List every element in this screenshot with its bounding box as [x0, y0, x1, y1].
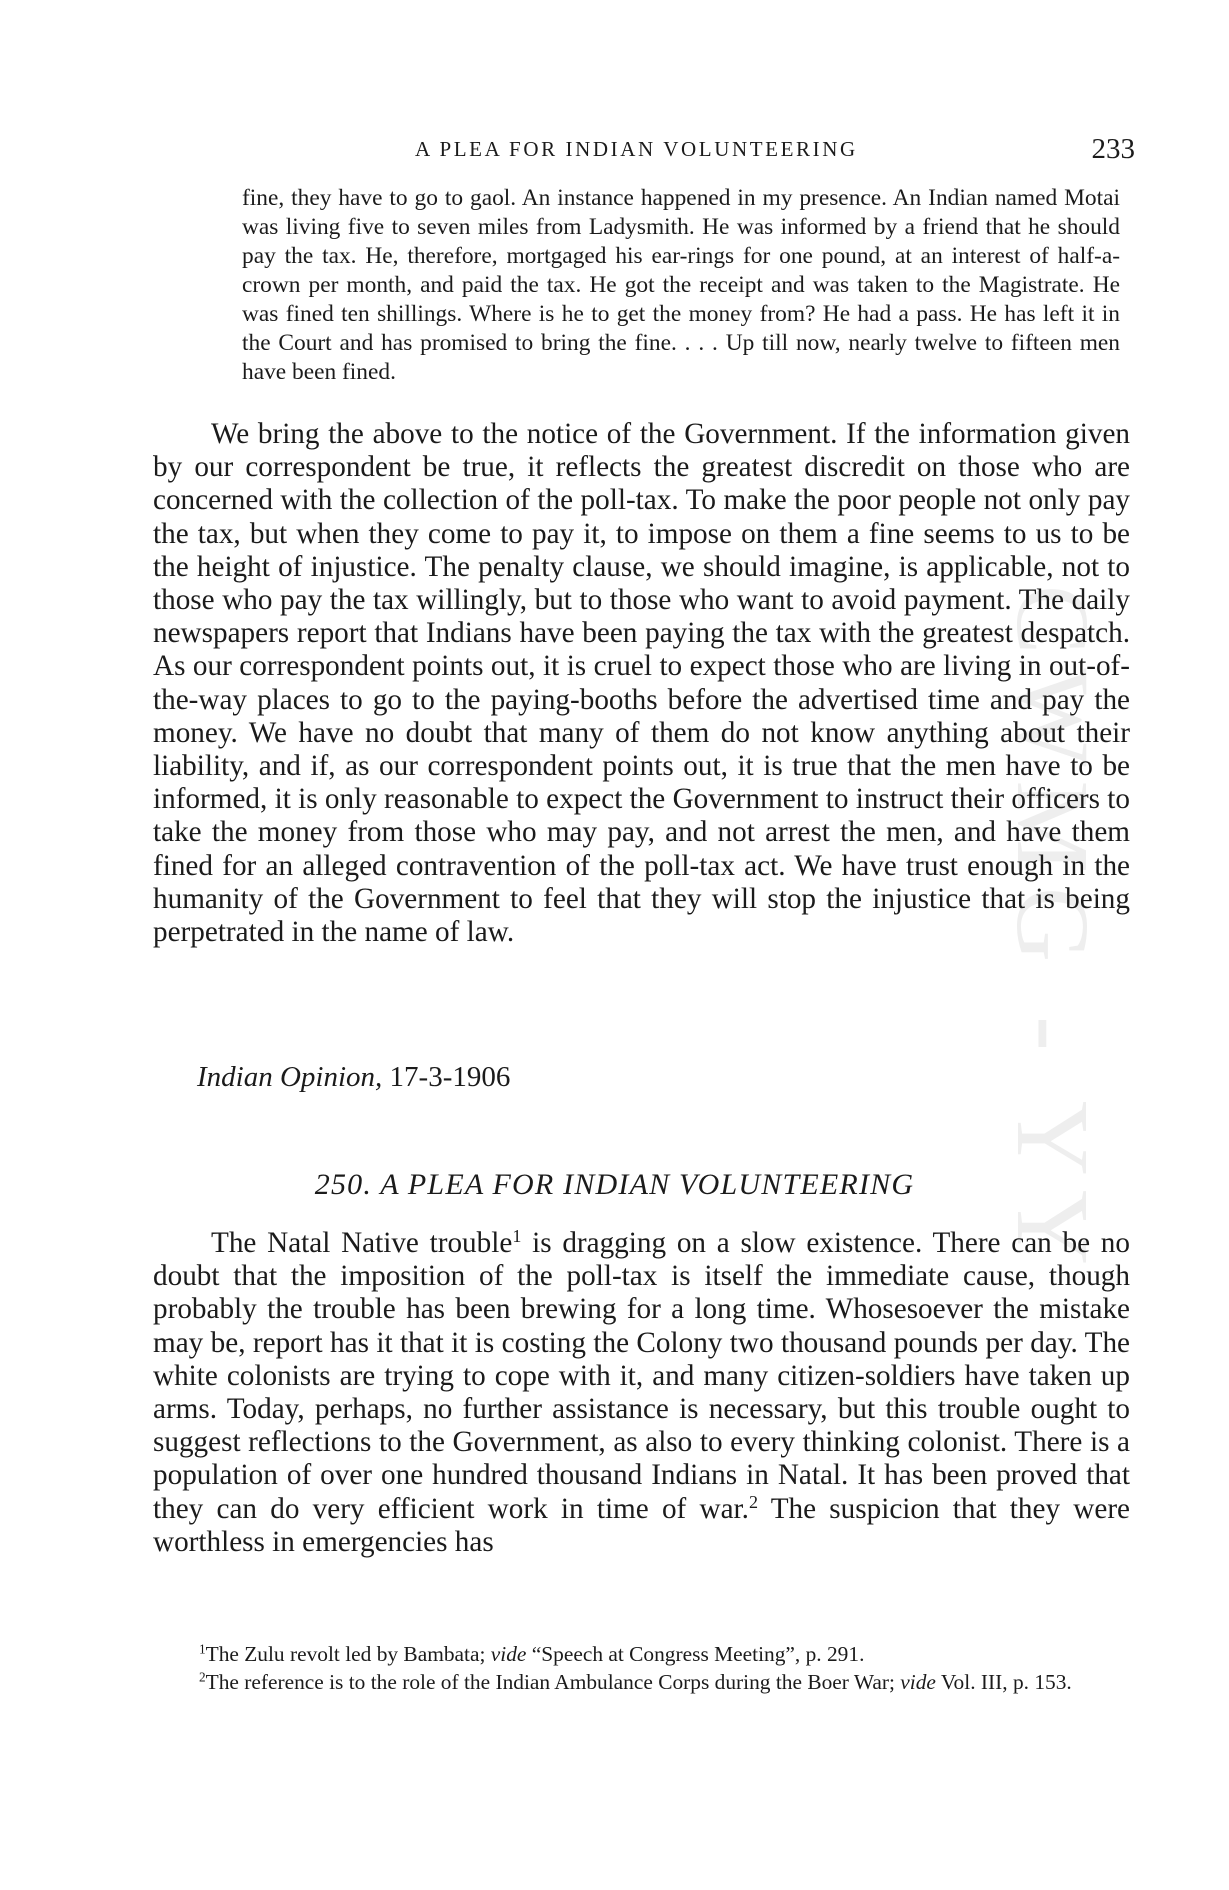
footnote-ref-1: 1	[512, 1226, 522, 1247]
footnotes	[153, 1640, 1113, 1696]
quoted-passage: fine, they have to go to gaol. An instance happened in my presence. An Indian named Motai was living five to seven miles from Ladysmith. He was informed by a friend that he should pay the tax. He, therefore, mortgaged his ear-rings for one pound, at an interest of half-a-crown per month, and paid the tax. He got the receipt and was taken to the Magistrate. He was fined ten shillings. Where is he to get the money from? He had a pass. He has left it in the Court and has promised to bring the fine. . . . Up till now, nearly twelve to fifteen men have been fined.	[242, 185, 1120, 385]
watermark: CWMG - YY	[995, 585, 1110, 1280]
footnote-text: The Zulu revolt led by Bambata;	[205, 1642, 491, 1666]
citation-source: Indian Opinion,	[197, 1061, 383, 1093]
footnote-1	[153, 1640, 1113, 1668]
article-heading: 250. A PLEA FOR INDIAN VOLUNTEERING	[314, 1168, 915, 1201]
citation-date: 17-3-1906	[389, 1061, 511, 1093]
footnote-marker: 1	[199, 1641, 206, 1657]
footnote-2	[153, 1668, 1113, 1696]
source-citation	[197, 1061, 510, 1094]
page-number: 233	[1091, 133, 1135, 165]
editorial-paragraph: We bring the above to the notice of the Government. If the information given by our correspondent be true, it reflects the greatest discredit on those who are concerned with the collection of the poll-tax. To make the poor people not only pay the tax, but when they come to pay it, to impose on them a fine seems to us to be the height of injustice. The penalty clause, we should imagine, is applicable, not to those who pay the tax willingly, but to those who want to avoid payment. The daily newspapers report that Indians have been paying the tax with the greatest despatch. As our correspondent points out, it is cruel to expect those who are living in out-of-the-way places to go to the paying-booths before the advertised time and pay the money. We have no doubt that many of them do not know anything about their liability, and if, as our correspondent points out, it is true that the men have to be informed, it is only reasonable to expect the Government to instruct their officers to take the money from those who may pay, and not arrest the men, and have them fined for an alleged contravention of the poll-tax act. We have trust enough in the humanity of the Government to feel that they will stop the injustice that is being perpetrated in the name of law.	[153, 418, 1130, 949]
footnote-ref-2: 2	[748, 1491, 758, 1512]
running-head	[150, 133, 1135, 167]
footnote-text: The reference is to the role of the Indian Ambulance Corps during the Boer War;	[205, 1670, 901, 1694]
footnote-text: “Speech at Congress Meeting”, p. 291.	[526, 1642, 865, 1666]
article-text-end: The suspicion that they were worthless in emergencies has	[153, 1492, 1130, 1558]
article-text-middle: is dragging on a slow existence. There can be no doubt that the imposition of the poll-tax is itself the immediate cause, though probably the trouble has been brewing for a long time. Whosesoever the mistake may be, report has it that it is costing the Colony two thousand pounds per day. The white colonists are trying to cope with it, and many citizen-soldiers have taken up arms. Today, perhaps, no further assistance is necessary, but this trouble ought to suggest reflections to the Government, as also to every thinking colonist. There is a population of over one hundred thousand Indians in Natal. It has been proved that they can do very efficient work in time of war.	[153, 1227, 1130, 1525]
running-title: A PLEA FOR INDIAN VOLUNTEERING	[415, 137, 858, 161]
article-paragraph	[153, 1227, 1130, 1559]
footnote-marker: 2	[199, 1669, 206, 1685]
footnote-vide: vide	[900, 1670, 936, 1694]
footnote-vide: vide	[490, 1642, 527, 1666]
footnote-text: Vol. III, p. 153.	[935, 1670, 1072, 1694]
article-text-start: The Natal Native trouble	[211, 1227, 513, 1259]
